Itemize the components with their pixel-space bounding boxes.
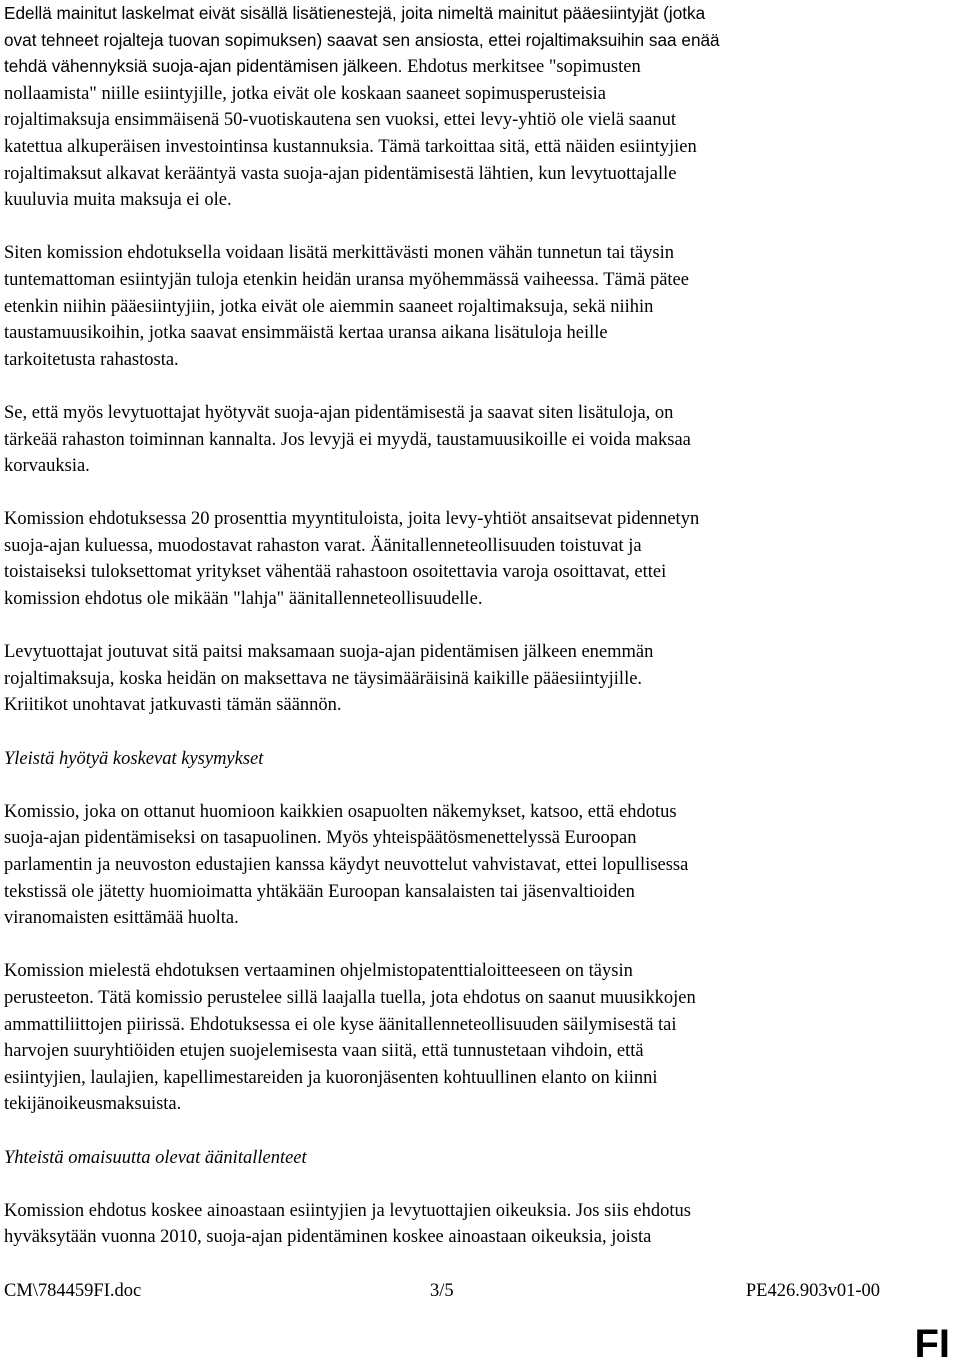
text-line: kuuluvia muita maksuja ei ole. (4, 190, 232, 211)
paragraph (4, 506, 884, 612)
text-line: ovat tehneet rojalteja tuovan sopimuksen) saavat sen ansiosta, ettei rojaltimaksuihin saa enää (4, 29, 720, 50)
text-line: suoja-ajan kuluessa, muodostavat rahaston varat. Äänitallenneteollisuuden toistuvat ja (4, 535, 642, 556)
text-line: Edellä mainitut laskelmat eivät sisällä lisätienestejä, joita nimeltä mainitut pääesiintyjät (jotka (4, 3, 706, 23)
text-line (4, 134, 884, 161)
text-line: taustamuusikoihin, jotka saavat ensimmäistä kertaa uransa aikana lisätuloja heille (4, 323, 608, 344)
paragraph (4, 799, 884, 932)
text-run: Ehdotus merkitsee "sopimusten (402, 57, 641, 78)
text-line: suoja-ajan pidentämiseksi on tasapuolinen. Myös yhteispäätösmenettelyssä Euroopan (4, 828, 637, 849)
document-body (4, 0, 884, 1251)
text-line: Siten komission ehdotuksella voidaan lisätä merkittävästi monen vähän tunnetun tai täysin (4, 243, 674, 264)
text-run: tehdä vähennyksiä suoja-ajan pidentämisen jälkeen. (4, 56, 403, 77)
page-footer (4, 1277, 880, 1305)
text-line: nollaamista" niille esiintyjille, jotka eivät ole koskaan saaneet sopimusperusteisia (4, 83, 606, 104)
text-line: rojaltimaksut alkavat kerääntyä vasta suoja-ajan pidentämisestä lähtien, kun levytuottajalle (4, 163, 677, 184)
text-line: hyväksytään vuonna 2010, suoja-ajan pidentäminen koskee ainoastaan oikeuksia, joista (4, 1227, 652, 1248)
text-line: tärkeää rahaston toiminnan kannalta. Jos levyjä ei myydä, taustamuusikoille ei voida maksaa (4, 429, 691, 450)
text-line: perusteeton. Tätä komissio perustelee sillä laajalla tuella, jota ehdotus on saanut muusikkojen (4, 987, 696, 1008)
text-line: komission ehdotus ole mikään "lahja" äänitallenneteollisuudelle. (4, 589, 483, 610)
text-line: Komission ehdotuksessa 20 prosenttia myyntituloista, joita levy-yhtiöt ansaitsevat pidennetyn (4, 509, 700, 530)
footer-document-reference: CM\784459FI.doc (4, 1281, 142, 1301)
text-line: tarkoitetusta rahastosta. (4, 349, 179, 370)
text-line: parlamentin ja neuvoston edustajien kanssa käydyt neuvottelut vahvistavat, ettei lopullisessa (4, 855, 689, 875)
text-line: Levytuottajat joutuvat sitä paitsi maksamaan suoja-ajan pidentämisen jälkeen enemmän (4, 642, 654, 663)
text-line: ammattiliittojen piirissä. Ehdotuksessa ei ole kyse äänitallenneteollisuuden säilymisestä tai (4, 1014, 677, 1035)
text-line: viranomaisten esittämää huolta. (4, 908, 239, 929)
text-line: korvauksia. (4, 456, 90, 477)
paragraph (4, 639, 884, 719)
text-line: tekijänoikeusmaksuista. (4, 1094, 182, 1115)
text-line: Komissio, joka on ottanut huomioon kaikkien osapuolten näkemykset, katsoo, että ehdotus (4, 801, 677, 822)
section-heading: Yleistä hyötyä koskevat kysymykset (4, 748, 264, 769)
section-heading: Yhteistä omaisuutta olevat äänitallenteet (4, 1147, 307, 1168)
text-line: Komission mielestä ehdotuksen vertaaminen ohjelmistopatenttialoitteeseen on täysin (4, 961, 633, 982)
paragraph (4, 240, 884, 373)
paragraph (4, 0, 884, 214)
language-code: FI (914, 1322, 950, 1366)
text-line: harvojen suuryhtiöiden etujen suojelemisesta vaan siitä, että tunnustetaan vihdoin, että (4, 1041, 644, 1062)
footer-pe-reference: PE426.903v01-00 (745, 1281, 880, 1301)
footer-page-number: 3/5 (430, 1281, 454, 1301)
text-line: Kriitikot unohtavat jatkuvasti tämän säännön. (4, 695, 342, 716)
text-line: tuntemattoman esiintyjän tuloja etenkin heidän uransa myöhemmässä vaiheessa. Tämä pätee (4, 269, 689, 290)
paragraph (4, 958, 884, 1118)
text-run: katettua alkuperäisen investointinsa kustannuksia. (4, 136, 374, 157)
text-line: Komission ehdotus koskee ainoastaan esiintyjien ja levytuottajien oikeuksia. Jos siis ehdotus (4, 1200, 691, 1221)
text-line: rojaltimaksuja, koska heidän on maksettava ne täysimääräisinä kaikille pääesiintyjille. (4, 668, 643, 689)
paragraph (4, 1198, 884, 1251)
paragraph (4, 400, 884, 480)
text-line: rojaltimaksuja ensimmäisenä 50-vuotiskautena sen vuoksi, ettei levy-yhtiö ole vielä saanut (4, 110, 676, 131)
text-run: Tämä tarkoittaa sitä, että näiden esiintyjien (373, 136, 697, 157)
text-line: toistaiseksi tuloksettomat yritykset vähentää rahastoon osoitettavia varoja osoittavat, ettei (4, 562, 667, 583)
text-line: esiintyjien, laulajien, kapellimestareiden ja kuoronjäsenten kohtuullinen elanto on kiinni (4, 1067, 658, 1088)
text-line: tekstissä ole jätetty huomioimatta yhtäkään Euroopan kansalaisten tai jäsenvaltioiden (4, 881, 635, 902)
text-line: etenkin niihin pääesiintyjiin, jotka eivät ole aiemmin saaneet rojaltimaksuja, sekä niihin (4, 296, 654, 317)
text-line: Se, että myös levytuottajat hyötyvät suoja-ajan pidentämisestä ja saavat siten lisätuloja, on (4, 402, 674, 423)
text-line (4, 53, 884, 81)
